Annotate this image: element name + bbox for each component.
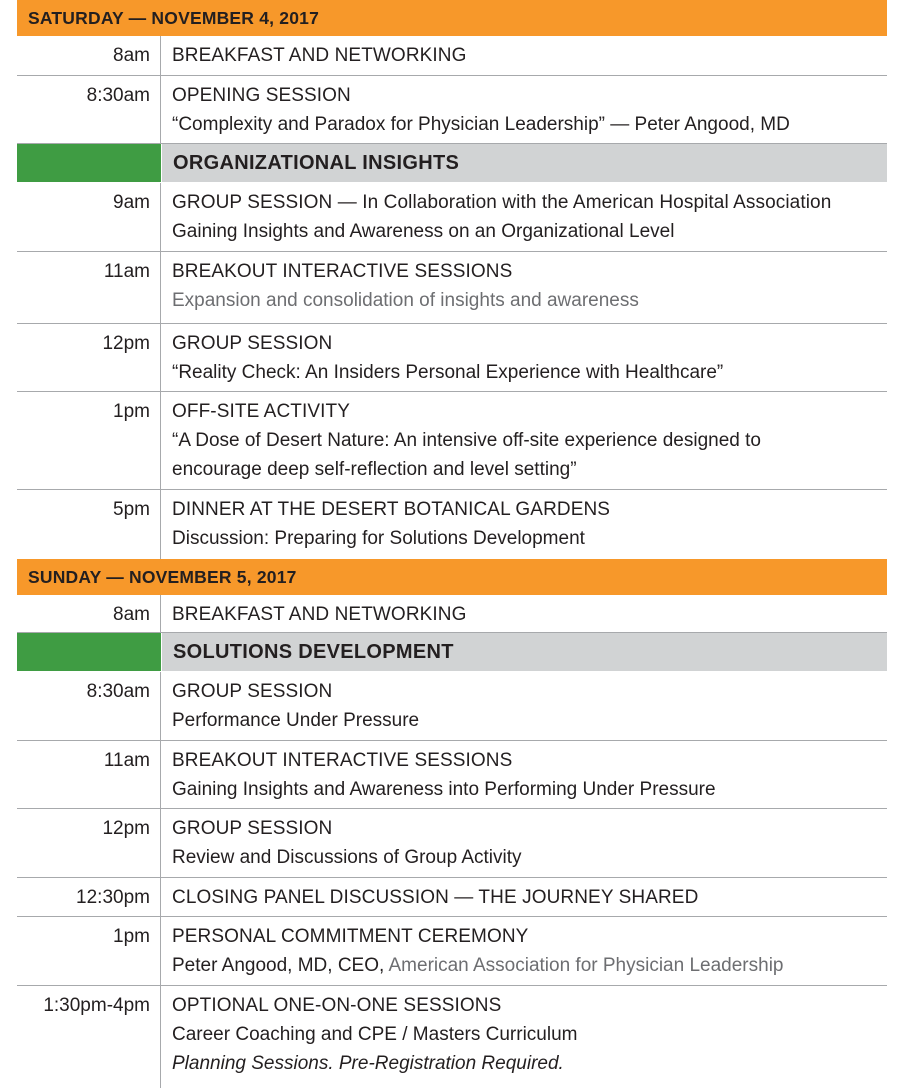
schedule-row [17, 878, 887, 917]
session-title: CLOSING PANEL DISCUSSION — THE JOURNEY SHARED [172, 887, 699, 908]
day-header-saturday: SATURDAY — NOVEMBER 4, 2017 [17, 0, 887, 36]
section-organizational-insights [17, 144, 887, 183]
section-title: SOLUTIONS DEVELOPMENT [162, 633, 887, 671]
time: 8:30am [17, 672, 161, 740]
session-detail: Review and Discussions of Group Activity [172, 847, 522, 868]
time: 12pm [17, 809, 161, 877]
time: 12:30pm [17, 878, 161, 916]
session-title: PERSONAL COMMITMENT CEREMONY [172, 926, 529, 947]
time: 11am [17, 741, 161, 808]
session-detail: “A Dose of Desert Nature: An intensive off-site experience designed to [172, 430, 761, 451]
session-title: GROUP SESSION [172, 681, 333, 702]
time: 8:30am [17, 76, 161, 143]
schedule-row [17, 324, 887, 392]
schedule-row [17, 595, 887, 633]
session-detail: Expansion and consolidation of insights and awareness [172, 290, 639, 311]
time: 11am [17, 252, 161, 323]
schedule-row [17, 741, 887, 809]
session-detail: Career Coaching and CPE / Masters Curriculum [172, 1024, 578, 1045]
schedule-row [17, 809, 887, 878]
session-detail: Discussion: Preparing for Solutions Development [172, 528, 585, 549]
schedule-row [17, 36, 887, 76]
session-title: OPENING SESSION [172, 85, 351, 106]
section-accent [17, 633, 162, 671]
schedule-row [17, 252, 887, 324]
session-title: OFF-SITE ACTIVITY [172, 401, 350, 422]
session-detail: Peter Angood, MD, CEO, [172, 955, 385, 976]
schedule-row [17, 183, 887, 252]
schedule-row [17, 917, 887, 986]
session-detail: encourage deep self-reflection and level setting” [172, 459, 577, 480]
session-title: GROUP SESSION [172, 333, 333, 354]
session-title: DINNER AT THE DESERT BOTANICAL GARDENS [172, 499, 611, 520]
time: 1:30pm-4pm [17, 986, 161, 1088]
session-title: BREAKOUT INTERACTIVE SESSIONS [172, 261, 513, 282]
session-title: GROUP SESSION — [172, 192, 357, 213]
time: 1pm [17, 392, 161, 489]
time: 5pm [17, 490, 161, 559]
session-title: BREAKOUT INTERACTIVE SESSIONS [172, 750, 513, 771]
time: 8am [17, 36, 161, 75]
time: 12pm [17, 324, 161, 391]
schedule-row [17, 986, 887, 1088]
session-detail: Gaining Insights and Awareness into Performing Under Pressure [172, 779, 716, 800]
session-detail: “Reality Check: An Insiders Personal Experience with Healthcare” [172, 362, 724, 383]
schedule-row [17, 672, 887, 741]
time: 9am [17, 183, 161, 251]
session-title: OPTIONAL ONE-ON-ONE SESSIONS [172, 995, 502, 1016]
session-note: Planning Sessions. Pre-Registration Required. [172, 1053, 564, 1074]
day-header-sunday: SUNDAY — NOVEMBER 5, 2017 [17, 559, 887, 595]
session-detail: Performance Under Pressure [172, 710, 420, 731]
schedule-row [17, 490, 887, 559]
session-note: In Collaboration with the American Hospital Association [362, 192, 832, 213]
session-title: BREAKFAST AND NETWORKING [172, 45, 467, 66]
time: 8am [17, 595, 161, 632]
time: 1pm [17, 917, 161, 985]
session-title: BREAKFAST AND NETWORKING [172, 604, 467, 625]
schedule [17, 0, 887, 1088]
session-detail: Gaining Insights and Awareness on an Organizational Level [172, 221, 675, 242]
section-solutions-development [17, 633, 887, 672]
section-accent [17, 144, 162, 182]
session-detail: “Complexity and Paradox for Physician Leadership” — Peter Angood, MD [172, 114, 790, 135]
section-title: ORGANIZATIONAL INSIGHTS [162, 144, 887, 182]
organization-name: American Association for Physician Leadership [388, 955, 784, 976]
schedule-row [17, 76, 887, 144]
schedule-row [17, 392, 887, 490]
session-title: GROUP SESSION [172, 818, 333, 839]
